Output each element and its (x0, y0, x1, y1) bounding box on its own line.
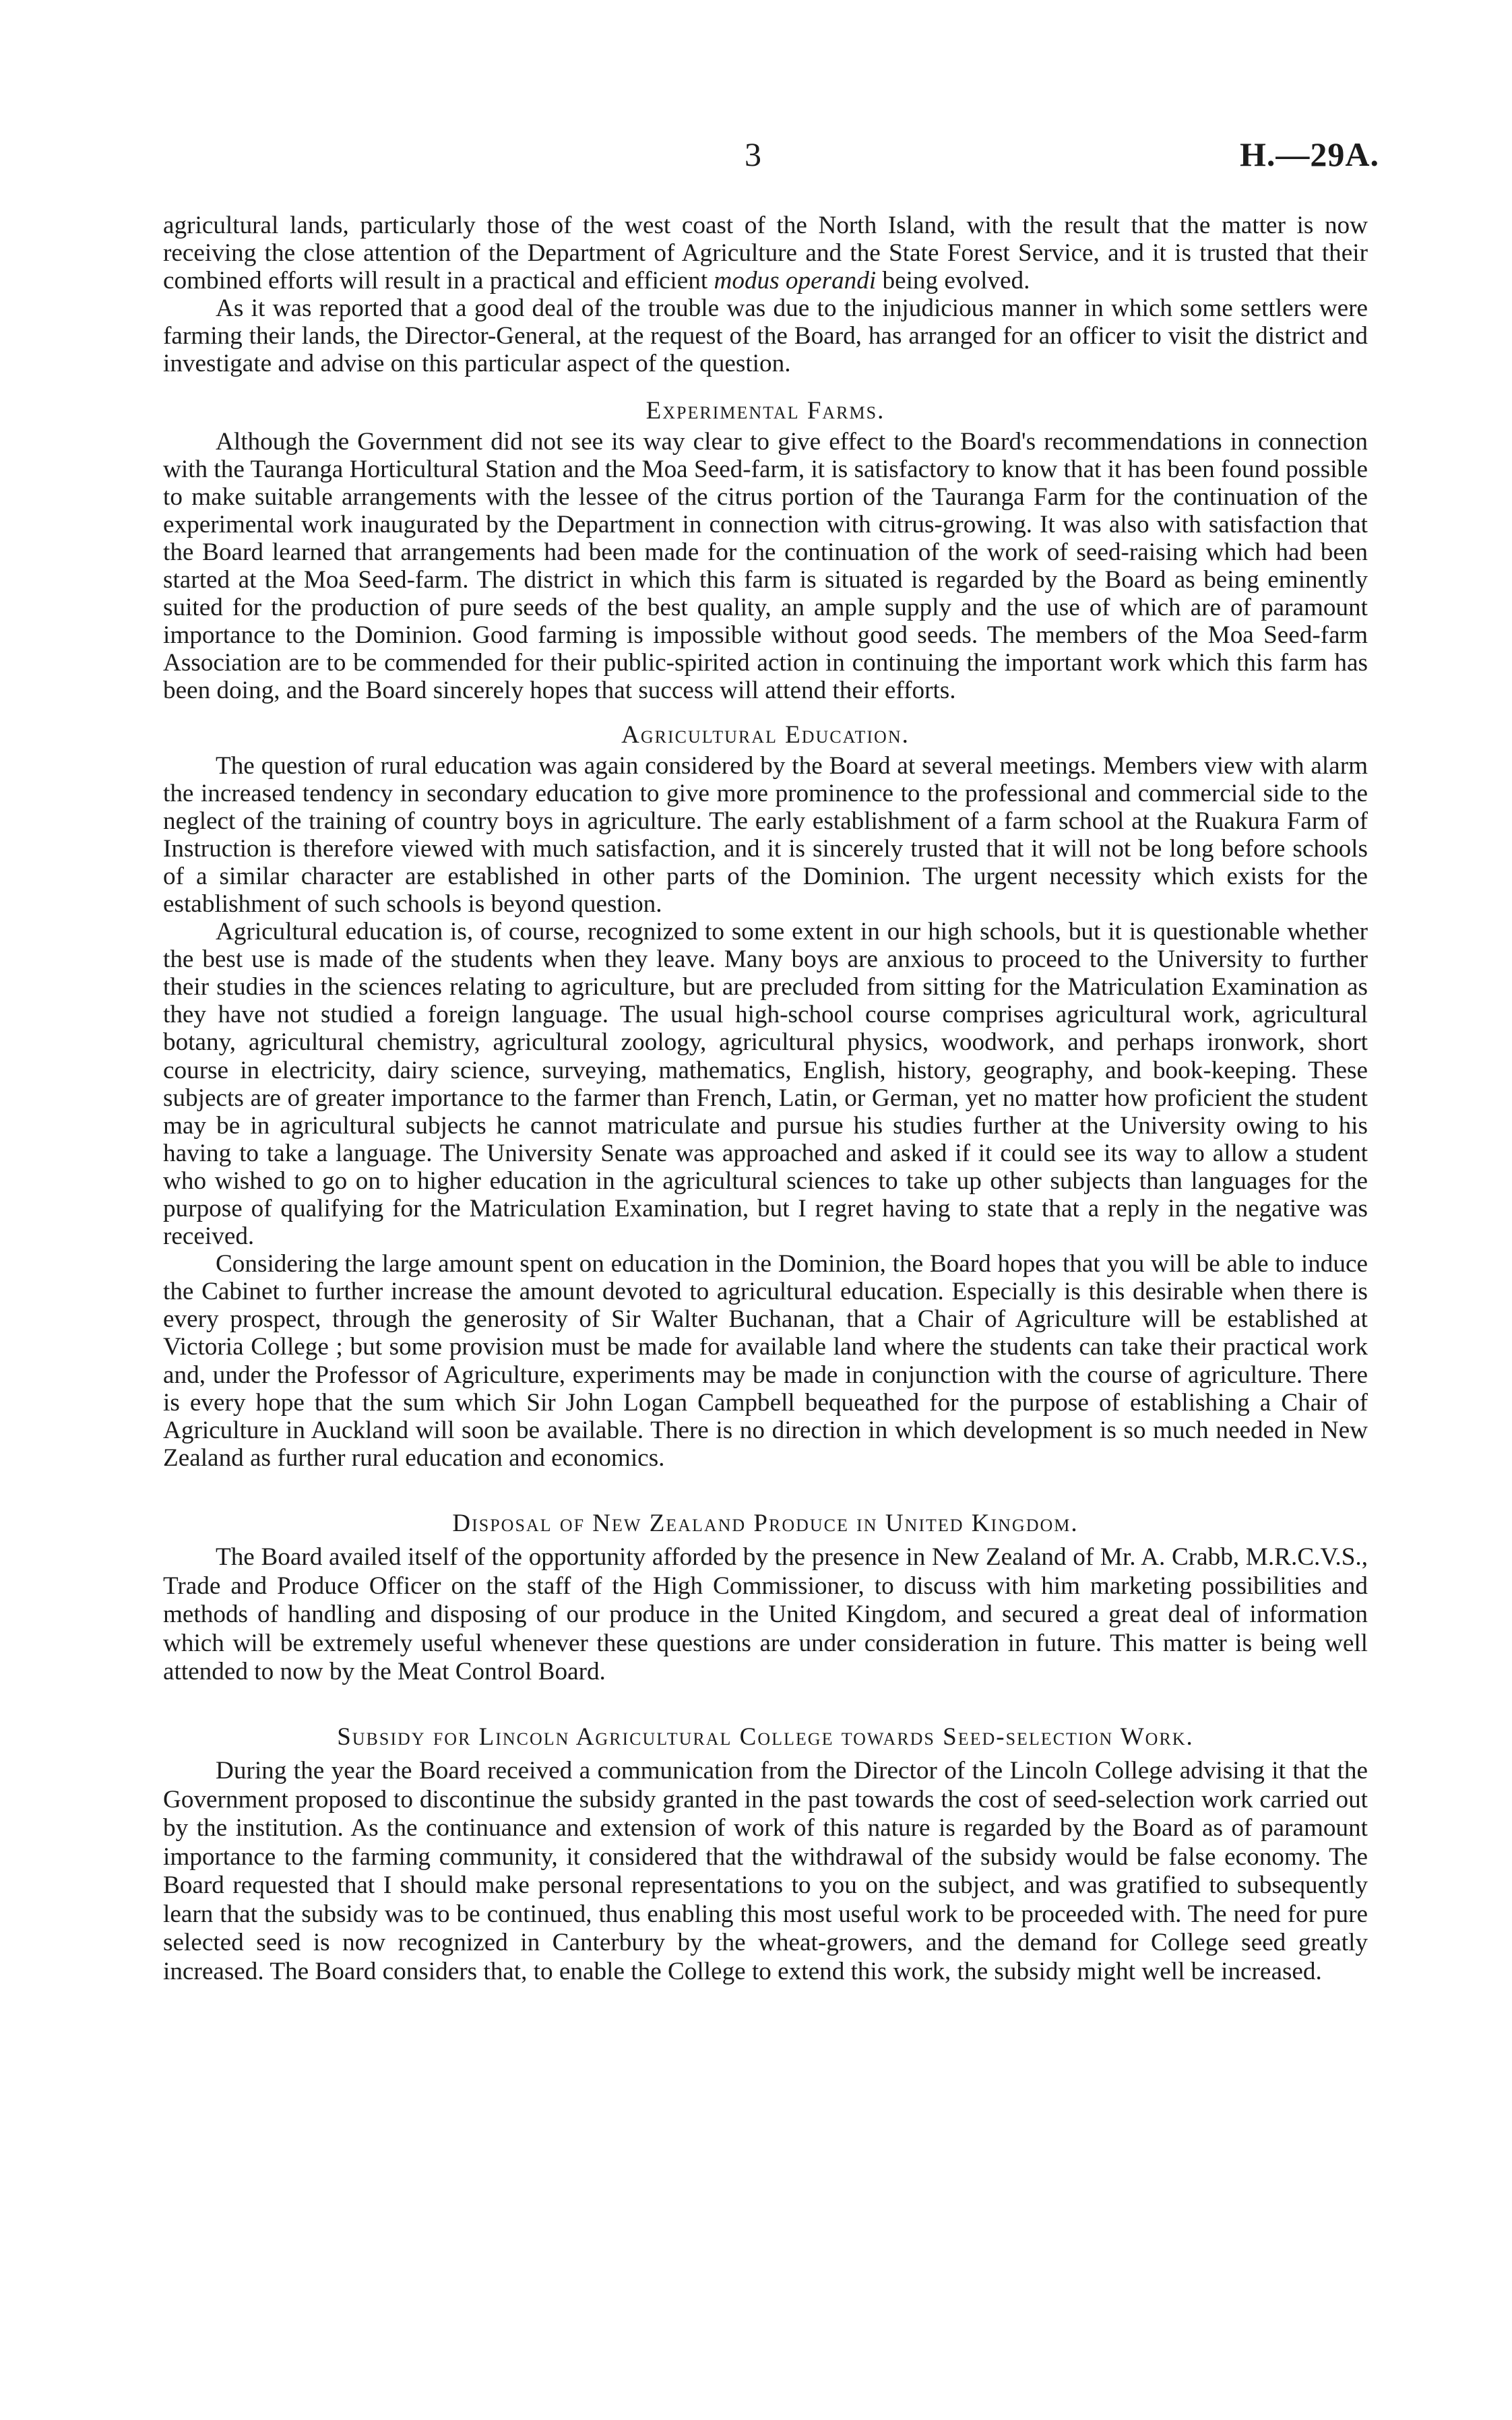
section-heading: Disposal of New Zealand Produce in United Kingdom. (452, 1509, 1079, 1537)
section-agricultural-education (163, 721, 1368, 1472)
paragraph: Considering the large amount spent on education in the Dominion, the Board hopes that you will be able to induce the Cabinet to further increase the amount devoted to agricultural education. Especially is this desirable when there is every prospect, through the generosity of Sir Walter Buchanan, that a Chair of Agriculture will be established at Victoria College ; but some provision must be made for available land where the students can take their practical work and, under the Professor of Agriculture, experiments may be made in conjunction with the course of agriculture. There is every hope that the sum which Sir John Logan Campbell bequeathed for the purpose of establishing a Chair of Agriculture in Auckland will soon be available. There is no direction in which development is so much needed in New Zealand as further rural education and economics. (163, 1250, 1368, 1472)
section-experimental-farms (163, 397, 1368, 705)
paragraph: The Board availed itself of the opportunity afforded by the presence in New Zealand of Mr. A. Crabb, M.R.C.V.S., Trade and Produce Officer on the staff of the High Commissioner, to discuss with him marketing possibilities and methods of handling and disposing of our produce in the United Kingdom, and secured a great deal of information which will be extremely useful whenever these questions are under consideration in future. This matter is being well attended to now by the Meat Control Board. (163, 1543, 1368, 1686)
paragraph: agricultural lands, particularly those of the west coast of the North Island, with the result that the matter is now receiving the close attention of the Department of Agriculture and the State Forest Service, and it is trusted that their combined efforts will result in a practical and efficient modus operandi being evolved. (163, 212, 1368, 295)
section-heading: Experimental Farms. (645, 396, 885, 425)
document-body (163, 212, 1368, 1987)
section-intro (163, 212, 1368, 378)
page-number: 3 (745, 135, 761, 173)
page-header (0, 135, 1512, 182)
paragraph: Agricultural education is, of course, recognized to some extent in our high schools, but it is questionable whether the best use is made of the students when they leave. Many boys are anxious to proceed to the University to further their studies in the sciences relating to agriculture, but are precluded from sitting for the Matriculation Examination as they have not studied a foreign language. The usual high-school course comprises agricultural work, agricultural botany, agricultural chemistry, agricultural zoology, agricultural physics, woodwork, and perhaps ironwork, short course in electricity, dairy science, surveying, mathematics, English, history, geography, and book-keeping. These subjects are of greater importance to the farmer than French, Latin, or German, yet no matter how proficient the student may be in agricultural subjects he cannot matriculate and pursue his studies further at the University owing to his having to take a language. The University Senate was approached and asked if it could see its way to allow a student who wished to go on to higher education in the agricultural sciences to take up other subjects than languages for the purpose of qualifying for the Matriculation Examination, but I regret having to state that a reply in the negative was received. (163, 918, 1368, 1251)
section-disposal-of-produce (163, 1510, 1368, 1687)
section-heading: Agricultural Education. (621, 720, 910, 749)
section-heading: Subsidy for Lincoln Agricultural College towards Seed-selection Work. (337, 1723, 1194, 1751)
paragraph: During the year the Board received a communication from the Director of the Lincoln College advising it that the Government proposed to discontinue the subsidy granted in the past towards the cost of seed-selection work carried out by the institution. As the continuance and extension of work of this nature is regarded by the Board as of paramount importance to the farming community, it considered that the withdrawal of the subsidy would be false economy. The Board requested that I should make personal representations to you on the subject, and was gratified to subsequently learn that the subsidy was to be continued, thus enabling this most useful work to be proceeded with. The need for pure selected seed is now recognized in Canterbury by the wheat-growers, and the demand for College seed greatly increased. The Board considers that, to enable the College to extend this work, the subsidy might well be increased. (163, 1756, 1368, 1986)
document-reference: H.—29A. (1240, 135, 1379, 173)
italic-phrase: modus operandi (714, 267, 877, 295)
paragraph: As it was reported that a good deal of the trouble was due to the injudicious manner in which some settlers were farming their lands, the Director-General, at the request of the Board, has arranged for an officer to visit the district and investigate and advise on this particular aspect of the question. (163, 294, 1368, 378)
paragraph: Although the Government did not see its way clear to give effect to the Board's recommendations in connection with the Tauranga Horticultural Station and the Moa Seed-farm, it is satisfactory to know that it has been found possible to make suitable arrangements with the lessee of the citrus portion of the Tauranga Farm for the continuation of the experimental work inaugurated by the Department in connection with citrus-growing. It was also with satisfaction that the Board learned that arrangements had been made for the continuation of the work of seed-raising which had been started at the Moa Seed-farm. The district in which this farm is situated is regarded by the Board as being eminently suited for the production of pure seeds of the best quality, an ample supply and the use of which are of paramount importance to the Dominion. Good farming is impossible without good seeds. The members of the Moa Seed-farm Association are to be commended for their public-spirited action in continuing the important work which this farm has been doing, and the Board sincerely hopes that success will attend their efforts. (163, 427, 1368, 705)
paragraph: The question of rural education was again considered by the Board at several meetings. Members view with alarm the increased tendency in secondary education to give more prominence to the professional and commercial side to the neglect of the training of country boys in agriculture. The early establishment of a farm school at the Ruakura Farm of Instruction is therefore viewed with much satisfaction, and it is sincerely trusted that it will not be long before schools of a similar character are established in other parts of the Dominion. The urgent necessity which exists for the establishment of such schools is beyond question. (163, 751, 1368, 918)
section-subsidy-lincoln-college (163, 1723, 1368, 1987)
